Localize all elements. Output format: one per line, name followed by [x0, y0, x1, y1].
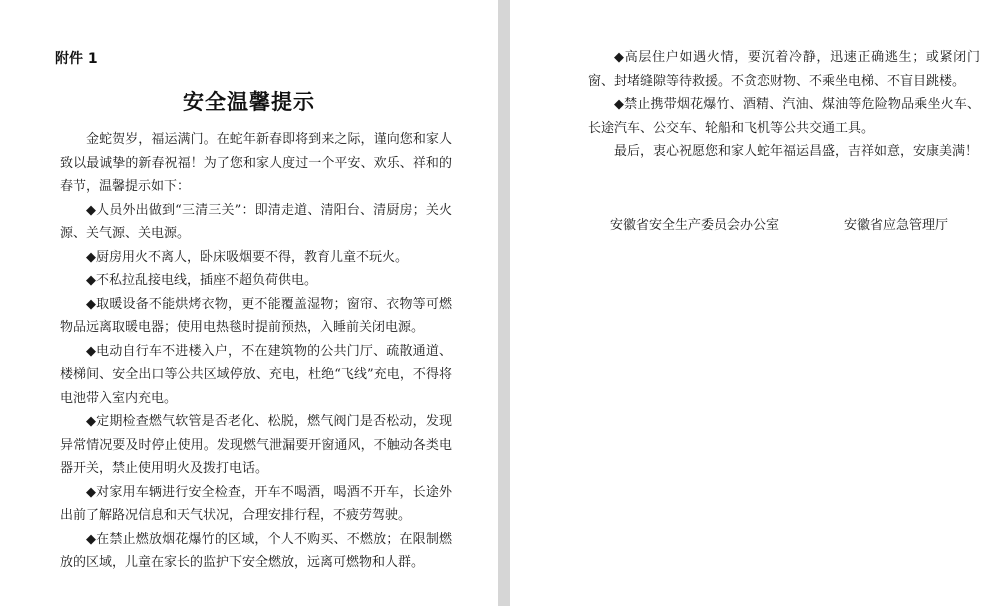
signature-issuer: 安徽省应急管理厅	[844, 218, 949, 233]
paragraph: ◆取暖设备不能烘烤衣物，更不能覆盖湿物；窗帘、衣物等可燃物品远离取暖电器；使用电热毯时提前预热，入睡前关闭电源。	[60, 296, 452, 335]
paragraph: ◆定期检查燃气软管是否老化、松脱，燃气阀门是否松动，发现异常情况要及时停止使用。发现燃气泄漏要开窗通风，不触动各类电器开关，禁止使用明火及拨打电话。	[60, 414, 452, 476]
paragraph: ◆不私拉乱接电线，插座不超负荷供电。	[86, 273, 317, 288]
paragraph: ◆在禁止燃放烟花爆竹的区域，个人不购买、不燃放；在限制燃放的区域，儿童在家长的监护下安全燃放，远离可燃物和人群。	[60, 531, 452, 570]
paragraph: ◆电动自行车不进楼入户，不在建筑物的公共门厅、疏散通道、楼梯间、安全出口等公共区域停放、充电，杜绝“飞线”充电，不得将电池带入室内充电。	[60, 343, 452, 406]
paragraph: ◆人员外出做到“三清三关”：即清走道、清阳台、清厨房；关火源、关气源、关电源。	[60, 202, 452, 241]
document-title: 安全温馨提示	[183, 89, 315, 114]
closing-paragraph: 最后，衷心祝愿您和家人蛇年福运昌盛，吉祥如意，安康美满！	[614, 144, 979, 159]
signature-issuer: 安徽省安全生产委员会办公室	[610, 218, 780, 233]
paragraph: ◆禁止携带烟花爆竹、酒精、汽油、煤油等危险物品乘坐火车、长途汽车、公交车、轮船和飞机等公共交通工具。	[588, 97, 980, 136]
document-page-right	[510, 0, 999, 606]
paragraph: ◆对家用车辆进行安全检查，开车不喝酒，喝酒不开车，长途外出前了解路况信息和天气状况，合理安排行程，不疲劳驾驶。	[60, 484, 452, 523]
annex-label: 附件 1	[55, 51, 98, 67]
document-page-left	[0, 0, 498, 606]
paragraph: 金蛇贺岁，福运满门。在蛇年新春即将到来之际，谨向您和家人致以最诚挚的新春祝福！为了您和家人度过一个平安、欢乐、祥和的春节，温馨提示如下：	[60, 132, 452, 194]
paragraph: ◆高层住户如遇火情，要沉着冷静，迅速正确逃生；或紧闭门窗、封堵缝隙等待救援。不贪恋财物、不乘坐电梯、不盲目跳楼。	[588, 50, 980, 89]
right-page-body	[588, 46, 980, 164]
page-gutter	[498, 0, 510, 606]
paragraph: ◆厨房用火不离人，卧床吸烟要不得，教育儿童不玩火。	[86, 249, 408, 265]
left-page-body	[60, 128, 452, 575]
